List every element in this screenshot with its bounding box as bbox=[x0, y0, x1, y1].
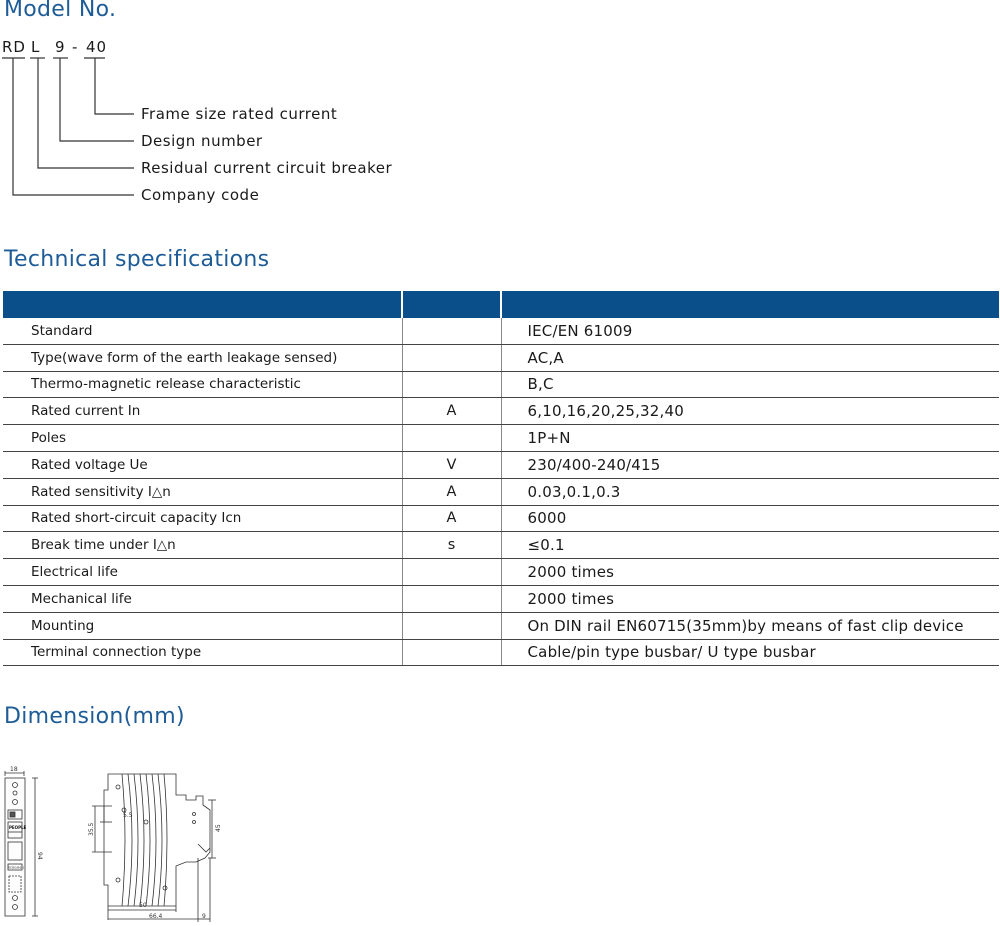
front-brand-label: PEOPLE bbox=[9, 825, 27, 830]
value-cell: 0.03,0.1,0.3 bbox=[501, 478, 999, 505]
spec-table-header bbox=[3, 291, 999, 318]
param-cell: Break time under I△n bbox=[3, 532, 402, 559]
table-row bbox=[3, 532, 999, 559]
code-frame: 40 bbox=[86, 38, 108, 56]
model-number-heading: Model No. bbox=[4, 0, 117, 22]
front-height-label: 94 bbox=[36, 852, 43, 860]
unit-cell bbox=[402, 344, 501, 371]
param-cell: Electrical life bbox=[3, 559, 402, 586]
table-row bbox=[3, 371, 999, 398]
value-cell: 2000 times bbox=[501, 559, 999, 586]
param-cell: Rated current In bbox=[3, 398, 402, 425]
spec-table bbox=[3, 291, 999, 666]
unit-cell: s bbox=[402, 532, 501, 559]
front-width-label: 18 bbox=[10, 766, 18, 773]
value-cell: On DIN rail EN60715(35mm)by means of fast clip device bbox=[501, 612, 999, 639]
table-row bbox=[3, 612, 999, 639]
legend-design-number: Design number bbox=[141, 132, 263, 150]
unit-cell bbox=[402, 585, 501, 612]
front-model-label: RCBO/B6-1 bbox=[8, 865, 25, 870]
param-cell: Mounting bbox=[3, 612, 402, 639]
param-cell: Poles bbox=[3, 425, 402, 452]
code-design: 9 bbox=[55, 38, 66, 56]
unit-cell: A bbox=[402, 505, 501, 532]
param-cell: Mechanical life bbox=[3, 585, 402, 612]
side-dim-c-label: 45 bbox=[215, 824, 222, 832]
side-dim-b-label: 5.5 bbox=[123, 812, 133, 819]
value-cell: ≤0.1 bbox=[501, 532, 999, 559]
unit-cell bbox=[402, 559, 501, 586]
side-dim-a-label: 35.5 bbox=[88, 822, 95, 836]
table-row bbox=[3, 585, 999, 612]
side-dim-e-label: 66.4 bbox=[149, 913, 163, 920]
unit-cell: V bbox=[402, 451, 501, 478]
value-cell: 230/400-240/415 bbox=[501, 451, 999, 478]
table-row bbox=[3, 505, 999, 532]
code-type: L bbox=[31, 38, 41, 56]
model-code-leader-lines bbox=[0, 0, 140, 210]
header-cell-value bbox=[501, 291, 999, 318]
table-row bbox=[3, 478, 999, 505]
value-cell: AC,A bbox=[501, 344, 999, 371]
unit-cell bbox=[402, 639, 501, 666]
value-cell: Cable/pin type busbar/ U type busbar bbox=[501, 639, 999, 666]
front-view-drawing bbox=[5, 771, 38, 916]
param-cell: Terminal connection type bbox=[3, 639, 402, 666]
value-cell: 6000 bbox=[501, 505, 999, 532]
table-row bbox=[3, 451, 999, 478]
value-cell: 6,10,16,20,25,32,40 bbox=[501, 398, 999, 425]
unit-cell: A bbox=[402, 398, 501, 425]
value-cell: 1P+N bbox=[501, 425, 999, 452]
code-company: RD bbox=[2, 38, 26, 56]
unit-cell bbox=[402, 318, 501, 344]
table-row bbox=[3, 559, 999, 586]
legend-residual-breaker: Residual current circuit breaker bbox=[141, 159, 393, 177]
legend-company-code: Company code bbox=[141, 186, 260, 204]
technical-specifications-heading: Technical specifications bbox=[4, 247, 270, 272]
table-row bbox=[3, 344, 999, 371]
unit-cell bbox=[402, 425, 501, 452]
value-cell: IEC/EN 61009 bbox=[501, 318, 999, 344]
header-cell-param bbox=[3, 291, 402, 318]
param-cell: Type(wave form of the earth leakage sensed) bbox=[3, 344, 402, 371]
unit-cell bbox=[402, 371, 501, 398]
param-cell: Standard bbox=[3, 318, 402, 344]
header-cell-unit bbox=[402, 291, 501, 318]
param-cell: Rated voltage Ue bbox=[3, 451, 402, 478]
unit-cell: A bbox=[402, 478, 501, 505]
table-row bbox=[3, 318, 999, 344]
legend-frame-size: Frame size rated current bbox=[141, 105, 338, 123]
side-dim-d-label: 50 bbox=[139, 902, 147, 909]
param-cell: Rated sensitivity I△n bbox=[3, 478, 402, 505]
side-view-drawing bbox=[92, 774, 216, 922]
value-cell: 2000 times bbox=[501, 585, 999, 612]
table-row bbox=[3, 398, 999, 425]
param-cell: Rated short-circuit capacity Icn bbox=[3, 505, 402, 532]
side-dim-f-label: 9 bbox=[202, 913, 206, 920]
table-row bbox=[3, 639, 999, 666]
param-cell: Thermo-magnetic release characteristic bbox=[3, 371, 402, 398]
dimension-heading: Dimension(mm) bbox=[4, 704, 185, 729]
table-row bbox=[3, 425, 999, 452]
unit-cell bbox=[402, 612, 501, 639]
dimension-drawings bbox=[0, 760, 240, 926]
value-cell: B,C bbox=[501, 371, 999, 398]
code-dash: - bbox=[72, 38, 79, 56]
